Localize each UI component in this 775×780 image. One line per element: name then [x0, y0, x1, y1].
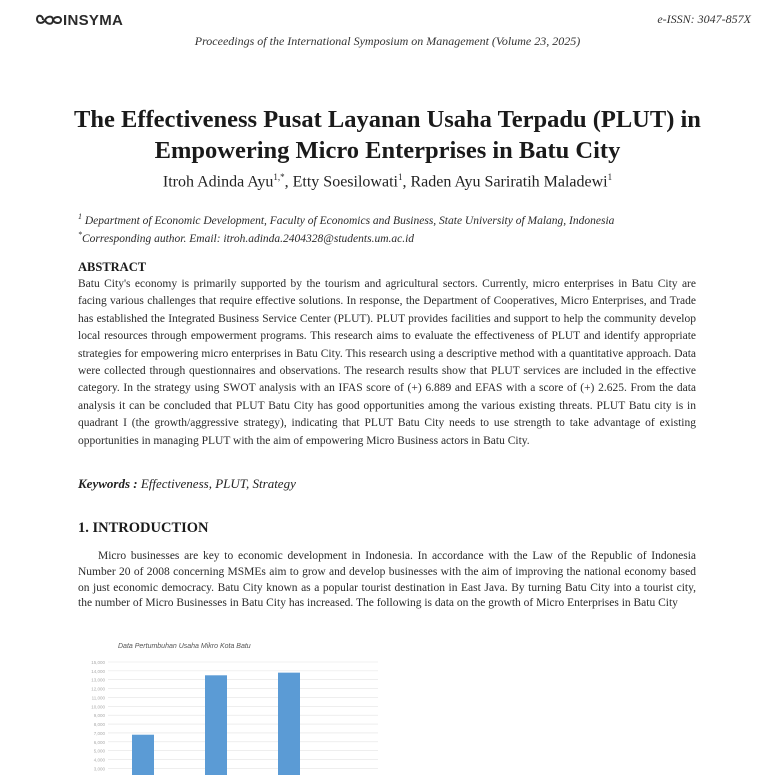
chart-bar — [278, 673, 300, 775]
keywords-label: Keywords : — [78, 476, 138, 491]
author-list: Itroh Adinda Ayu$^{1,*}$, Etty Soesilowati$^1$, Raden Ayu Sariratih Maladewi$^1$ — [162, 172, 613, 191]
author-superscript: 1,* — [273, 172, 285, 182]
y-tick-label: 4,000 — [93, 757, 105, 763]
journal-title: Proceedings of the International Symposium on Management (Volume 23, 2025) — [194, 34, 581, 48]
y-tick-label: 13,000 — [91, 677, 105, 683]
y-tick-label: 9,000 — [93, 713, 105, 719]
introduction-paragraph: Micro businesses are key to economic development in Indonesia. In accordance with the Law of the Republic of Indonesia Number 20 of 2008 concerning MSMEs aim to grow and develop businesses with the aim of improving the national economy based on just economic democracy. Batu City known as a popular tourist destination in East Java. By turning Batu City into a tourist city, the number of Micro Businesses in Batu City has increased. The following is data on the growth of Micro Enterprises in Batu City — [78, 550, 696, 610]
author-superscript: 1 — [607, 172, 613, 182]
author-name: Itroh Adinda Ayu — [162, 173, 274, 191]
keywords-text: Effectiveness, PLUT, Strategy — [140, 476, 296, 491]
corresponding-author: *Corresponding author. Email: itroh.adinda.2404328@students.um.ac.id — [78, 229, 415, 245]
y-tick-label: 3,000 — [93, 766, 105, 772]
chart-bar — [205, 675, 227, 775]
section-heading-introduction: 1. INTRODUCTION — [78, 520, 209, 536]
y-tick-label: 15,000 — [91, 660, 105, 665]
y-tick-label: 5,000 — [93, 748, 105, 754]
y-tick-label: 10,000 — [91, 704, 105, 710]
author-name: Raden Ayu Sariratih Maladewi — [410, 173, 608, 191]
y-tick-label: 7,000 — [93, 730, 105, 736]
logo-text: INSYMA — [63, 11, 124, 29]
keywords — [78, 476, 296, 492]
y-tick-label: 8,000 — [93, 722, 105, 728]
abstract-heading: ABSTRACT — [78, 260, 147, 274]
y-tick-label: 14,000 — [91, 668, 105, 674]
affiliation-block — [78, 210, 728, 246]
abstract-text: Batu City's economy is primarily supported by the tourism and agricultural sectors. Currently, micro enterprises in Batu City are facing various challenges that require effective solutions. In response, the Department of Cooperatives, Micro Enterprises, and Trade has established the Integrated Business Service Center (PLUT). PLUT provides facilities and support to help the community develop local resources through empowerment programs. This research aims to evaluate the effectiveness of PLUT and identify appropriate strategies for empowering micro enterprises in Batu City. This research using a descriptive method with a quantitative approach. Data were collected through questionnaires and observations. The research results show that PLUT services are included in the effective category. In the strategy using SWOT analysis with an IFAS score of (+) 6.889 and EFAS with a score of (+) 2.625. From the data analysis it can be concluded that PLUT Batu City has good opportunities among the various existing threats. PLUT Batu city is in quadrant I (the growth/aggressive strategy), indicating that PLUT Batu City needs to use strength to take advantage of existing opportunities in managing PLUT with the aim of empowering Micro Business actors in Batu City. — [78, 278, 696, 447]
chart-plot — [78, 640, 408, 775]
affiliation: $^1$ Department of Economic Development, Faculty of Economics and Business, State University of Malang, Indonesia — [78, 212, 615, 227]
y-tick-label: 11,000 — [91, 695, 105, 701]
issn: e-ISSN: 3047-857X — [657, 12, 751, 26]
growth-chart — [78, 640, 408, 775]
y-tick-label: 6,000 — [93, 739, 105, 745]
y-tick-label: 12,000 — [91, 686, 105, 692]
author-superscript: 1 — [397, 172, 403, 182]
paper-title: The Effectiveness Pusat Layanan Usaha Terpadu (PLUT) in Empowering Micro Enterprises in Batu City — [74, 106, 701, 164]
chart-title: Data Pertumbuhan Usaha Mikro Kota Batu — [118, 643, 251, 650]
insyma-logo — [34, 11, 123, 29]
chart-bar — [132, 735, 154, 775]
author-name: Etty Soesilowati — [292, 173, 398, 191]
insyma-logo-icon — [34, 11, 64, 29]
